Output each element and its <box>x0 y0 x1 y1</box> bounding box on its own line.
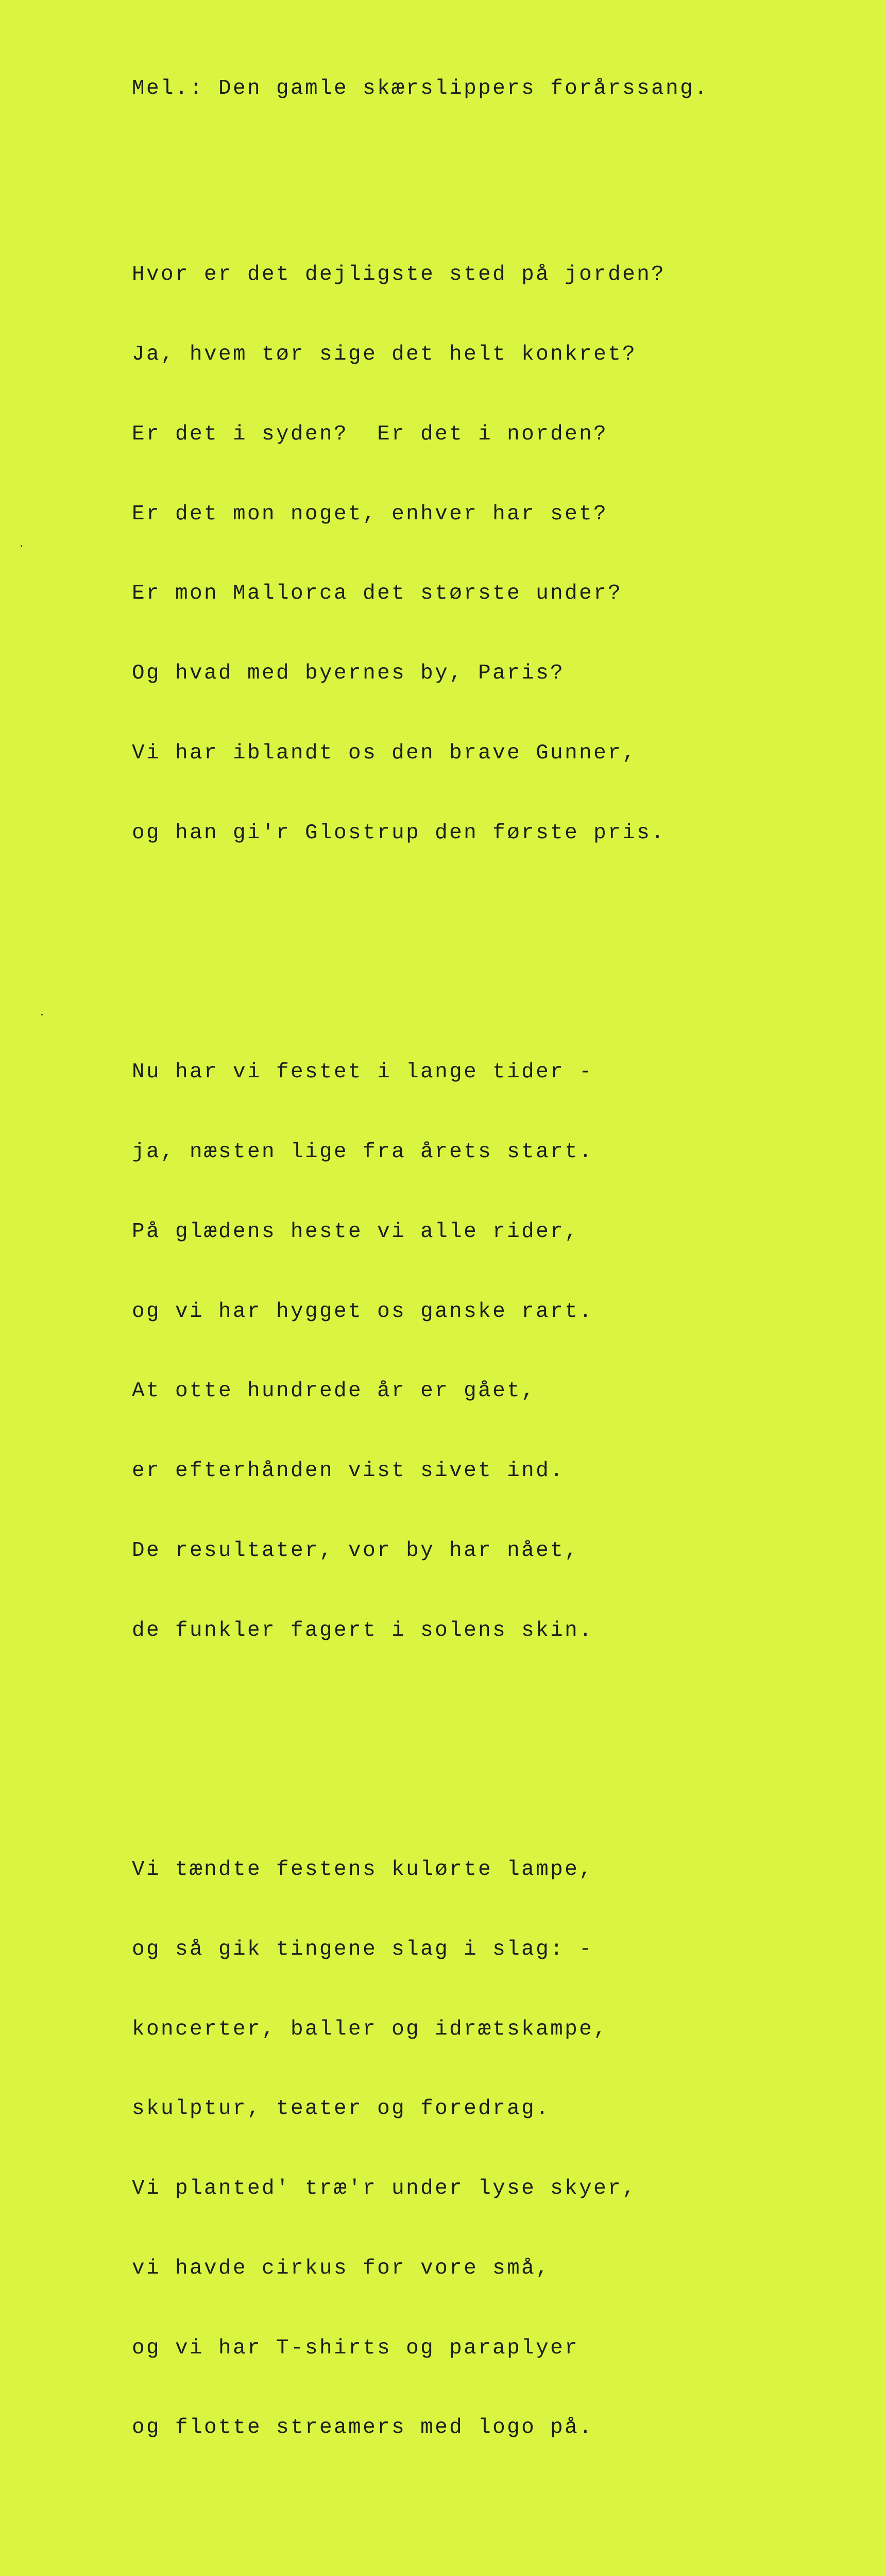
verse-line: er efterhånden vist sivet ind. <box>132 1459 565 1483</box>
verse-line: Og hvad med byernes by, Paris? <box>132 662 565 686</box>
paper-speck <box>41 1014 43 1015</box>
verse-line: de funkler fagert i solens skin. <box>132 1618 594 1642</box>
verse-line: og så gik tingene slag i slag: - <box>132 1937 594 1961</box>
stanza-2 <box>132 1006 863 1697</box>
verse-line: Er det i syden? Er det i norden? <box>132 422 608 446</box>
verse-line: Hvor er det dejligste sted på jorden? <box>132 263 666 287</box>
verse-line: vi havde cirkus for vore små, <box>132 2256 551 2280</box>
verse-line: skulptur, teater og foredrag. <box>132 2097 551 2121</box>
verse-line: Er det mon noget, enhver har set? <box>132 502 608 526</box>
paper-speck <box>21 545 22 547</box>
verse-line: ja, næsten lige fra årets start. <box>132 1140 594 1164</box>
verse-line: Ja, hvem tør sige det helt konkret? <box>132 343 637 367</box>
verse-line: Vi har iblandt os den brave Gunner, <box>132 741 637 766</box>
stanza-3 <box>132 1804 863 2495</box>
verse-line: De resultater, vor by har nået, <box>132 1538 580 1563</box>
verse-line: koncerter, baller og idrætskampe, <box>132 2017 608 2041</box>
verse-line: Vi planted' træ'r under lyse skyer, <box>132 2177 637 2201</box>
verse-line: og han gi'r Glostrup den første pris. <box>132 821 666 845</box>
typewritten-song-text <box>132 23 863 2576</box>
verse-line: At otte hundrede år er gået, <box>132 1379 536 1403</box>
verse-line: Nu har vi festet i lange tider - <box>132 1060 594 1084</box>
verse-line: Vi tændte festens kulørte lampe, <box>132 1857 594 1882</box>
verse-line: og vi har hygget os ganske rart. <box>132 1299 594 1324</box>
verse-line: På glædens heste vi alle rider, <box>132 1219 580 1244</box>
verse-line: og vi har T-shirts og paraplyer <box>132 2336 580 2360</box>
melody-heading: Mel.: Den gamle skærslippers forårssang. <box>132 77 709 101</box>
stanza-1 <box>132 209 863 900</box>
verse-line: Er mon Mallorca det største under? <box>132 582 623 606</box>
verse-line: og flotte streamers med logo på. <box>132 2416 594 2440</box>
